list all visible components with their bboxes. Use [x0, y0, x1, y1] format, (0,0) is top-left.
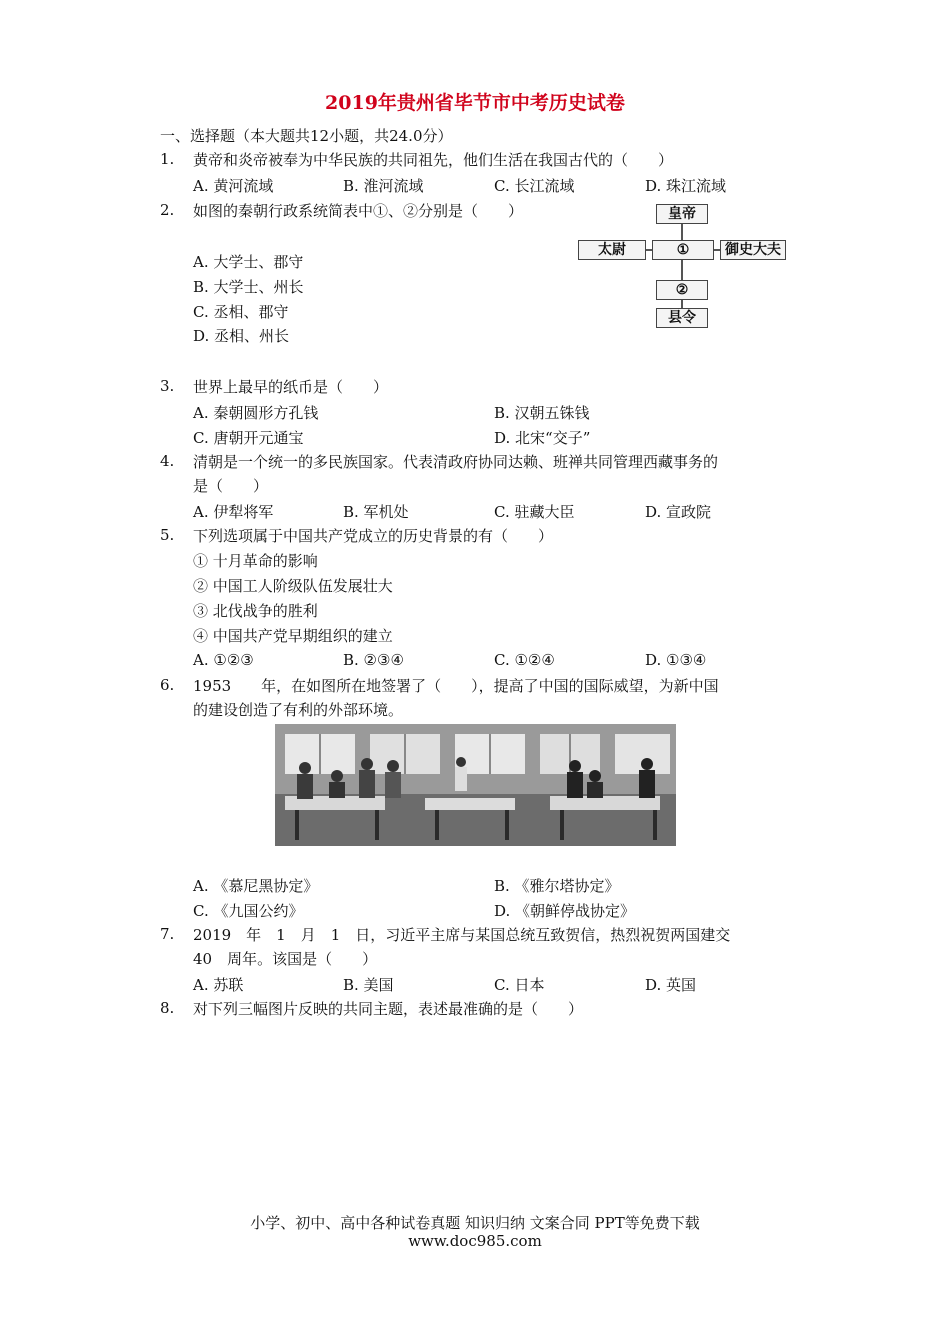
statement-item: ③ 北伐战争的胜利 [193, 602, 318, 620]
option-c: C. 长江流域 [494, 177, 575, 195]
diagram-connector [681, 224, 683, 240]
option-a: A. ①②③ [193, 651, 254, 669]
option-d: D. 北宋“交子” [494, 429, 591, 447]
option-b: B. 美国 [343, 976, 394, 994]
option-c: C. 日本 [494, 976, 545, 994]
section-heading: 一、选择题（本大题共12小题，共24.0分） [160, 127, 453, 145]
option-b: B. 大学士、州长 [193, 278, 304, 296]
diagram-circle-one-box: ① [652, 240, 714, 260]
option-d: D. 宣政院 [645, 503, 712, 521]
option-d: D. 珠江流域 [645, 177, 727, 195]
diagram-taiwei-box: 太尉 [578, 240, 646, 260]
question-text: 对下列三幅图片反映的共同主题，表述最准确的是（ ） [193, 1000, 584, 1018]
question-text: 2019 年 1 月 1 日，习近平主席与某国总统互致贺信，热烈祝贺两国建交 [193, 926, 731, 944]
option-b: B. 《雅尔塔协定》 [494, 877, 620, 895]
option-a: A. 大学士、郡守 [193, 253, 304, 271]
diagram-emperor-box: 皇帝 [656, 204, 708, 224]
option-d: D. 《朝鲜停战协定》 [494, 902, 636, 920]
option-a: A. 苏联 [193, 976, 244, 994]
option-c: C. ①②④ [494, 651, 555, 669]
option-c: C. 唐朝开元通宝 [193, 429, 304, 447]
option-c: C. 驻藏大臣 [494, 503, 575, 521]
option-d: D. 英国 [645, 976, 697, 994]
armistice-signing-photo [275, 724, 676, 846]
diagram-connector [681, 300, 683, 308]
footer-website-link[interactable]: www.doc985.com [408, 1232, 542, 1250]
question-text: 40 周年。该国是（ ） [193, 950, 378, 968]
question-number: 7. [160, 925, 175, 943]
option-d: D. ①③④ [645, 651, 707, 669]
question-text: 清朝是一个统一的多民族国家。代表清政府协同达赖、班禅共同管理西藏事务的 [193, 453, 719, 471]
question-number: 5. [160, 526, 175, 544]
option-a: A. 黄河流域 [193, 177, 274, 195]
page-title: 2019年贵州省毕节市中考历史试卷 [325, 92, 625, 114]
question-number: 1. [160, 150, 175, 168]
question-text: 1953 年，在如图所在地签署了（ ），提高了中国的国际威望，为新中国 [193, 677, 719, 695]
diagram-connector [681, 260, 683, 280]
question-text: 黄帝和炎帝被奉为中华民族的共同祖先，他们生活在我国古代的（ ） [193, 151, 674, 169]
option-b: B. 军机处 [343, 503, 409, 521]
option-c: C. 《九国公约》 [193, 902, 304, 920]
diagram-county-box: 县令 [656, 308, 708, 328]
option-a: A. 秦朝圆形方孔钱 [193, 404, 319, 422]
option-a: A. 伊犁将军 [193, 503, 274, 521]
option-a: A. 《慕尼黑协定》 [193, 877, 319, 895]
question-text: 下列选项属于中国共产党成立的历史背景的有（ ） [193, 527, 554, 545]
question-number: 3. [160, 377, 175, 395]
option-b: B. ②③④ [343, 651, 404, 669]
question-number: 4. [160, 452, 175, 470]
footer-promo-text: 小学、初中、高中各种试卷真题 知识归纳 文案合同 PPT等免费下载 [250, 1214, 700, 1232]
option-b: B. 淮河流域 [343, 177, 424, 195]
statement-item: ① 十月革命的影响 [193, 552, 318, 570]
question-number: 8. [160, 999, 175, 1017]
question-text: 的建设创造了有利的外部环境。 [193, 701, 404, 719]
question-number: 2. [160, 201, 175, 219]
question-text: 如图的秦朝行政系统简表中①、②分别是（ ） [193, 202, 524, 220]
option-c: C. 丞相、郡守 [193, 303, 289, 321]
option-b: B. 汉朝五铢钱 [494, 404, 590, 422]
question-number: 6. [160, 676, 175, 694]
option-d: D. 丞相、州长 [193, 327, 290, 345]
statement-item: ④ 中国共产党早期组织的建立 [193, 627, 393, 645]
diagram-yushi-box: 御史大夫 [720, 240, 786, 260]
question-text: 世界上最早的纸币是（ ） [193, 378, 389, 396]
statement-item: ② 中国工人阶级队伍发展壮大 [193, 577, 393, 595]
diagram-circle-two-box: ② [656, 280, 708, 300]
question-text: 是（ ） [193, 477, 269, 495]
